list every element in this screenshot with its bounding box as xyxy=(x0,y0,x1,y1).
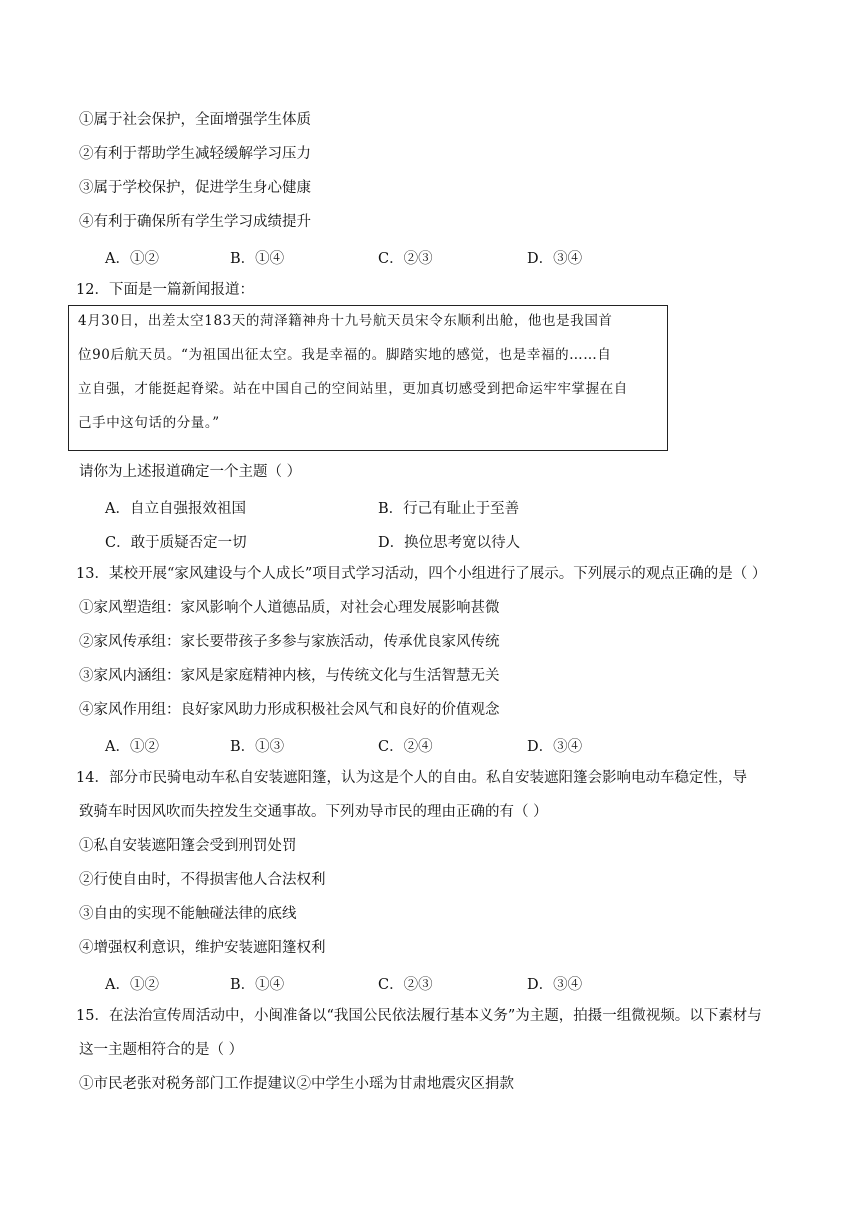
q14-option-c[interactable]: C．②③ xyxy=(378,977,433,993)
q11-item-2: ②有利于帮助学生减轻缓解学习压力 xyxy=(79,146,311,162)
q13-option-d[interactable]: D．③④ xyxy=(527,739,583,755)
q14-item-3: ③自由的实现不能触碰法律的底线 xyxy=(79,906,297,922)
q11-item-3: ③属于学校保护，促进学生身心健康 xyxy=(79,180,311,196)
news-line-4: 己手中这句话的分量。” xyxy=(78,415,220,431)
q13-option-b[interactable]: B．①③ xyxy=(230,739,285,755)
q13-item-1: ①家风塑造组：家风影响个人道德品质，对社会心理发展影响甚微 xyxy=(79,600,500,616)
q13-option-a[interactable]: A．①② xyxy=(105,739,159,755)
q12-option-d[interactable]: D．换位思考宽以待人 xyxy=(378,535,521,551)
q14-item-1: ①私自安装遮阳篷会受到刑罚处罚 xyxy=(79,838,297,854)
q14-option-d[interactable]: D．③④ xyxy=(527,977,583,993)
q11-options xyxy=(0,247,860,265)
q12-options-row-2 xyxy=(0,531,860,549)
news-line-3: 立自强，才能挺起脊梁。站在中国自己的空间站里，更加真切感受到把命运牢牢掌握在自 xyxy=(78,381,628,397)
q12-option-b[interactable]: B．行己有耻止于至善 xyxy=(378,501,520,517)
q13-item-2: ②家风传承组：家长要带孩子多参与家族活动，传承优良家风传统 xyxy=(79,634,500,650)
news-line-2: 位90后航天员。“为祖国出征太空。我是幸福的。脚踏实地的感觉，也是幸福的……自 xyxy=(78,347,612,363)
q12-stem: 12．下面是一篇新闻报道： xyxy=(76,282,254,298)
q11-item-4: ④有利于确保所有学生学习成绩提升 xyxy=(79,214,311,230)
q13-option-c[interactable]: C．②④ xyxy=(378,739,433,755)
news-report-box xyxy=(68,305,668,451)
q12-option-a[interactable]: A．自立自强报效祖国 xyxy=(105,501,246,517)
q13-item-3: ③家风内涵组：家风是家庭精神内核，与传统文化与生活智慧无关 xyxy=(79,668,500,684)
q15-item-1: ①市民老张对税务部门工作提建议②中学生小瑶为甘肃地震灾区捐款 xyxy=(79,1076,514,1092)
q11-item-1: ①属于社会保护，全面增强学生体质 xyxy=(79,112,311,128)
q11-option-d[interactable]: D．③④ xyxy=(527,251,583,267)
q14-stem-line-2: 致骑车时因风吹而失控发生交通事故。下列劝导市民的理由正确的有（ ） xyxy=(79,804,548,820)
q15-stem-line-2: 这一主题相符合的是（ ） xyxy=(79,1042,244,1058)
q11-option-a[interactable]: A．①② xyxy=(105,251,159,267)
q12-options-row-1 xyxy=(0,497,860,515)
q14-option-a[interactable]: A．①② xyxy=(105,977,159,993)
q14-option-b[interactable]: B．①④ xyxy=(230,977,285,993)
q13-stem: 13．某校开展“家风建设与个人成长”项目式学习活动，四个小组进行了展示。下列展示的观点正确的是（ ） xyxy=(76,566,767,582)
q14-item-4: ④增强权利意识，维护安装遮阳篷权利 xyxy=(79,940,326,956)
q12-option-c[interactable]: C．敢于质疑否定一切 xyxy=(105,535,247,551)
q13-item-4: ④家风作用组：良好家风助力形成积极社会风气和良好的价值观念 xyxy=(79,702,500,718)
q11-option-c[interactable]: C．②③ xyxy=(378,251,433,267)
q14-item-2: ②行使自由时，不得损害他人合法权利 xyxy=(79,872,326,888)
q14-stem-line-1: 14．部分市民骑电动车私自安装遮阳篷，认为这是个人的自由。私自安装遮阳篷会影响电动车稳定性，导 xyxy=(76,770,747,786)
q14-options xyxy=(0,973,860,991)
q13-options xyxy=(0,735,860,753)
q12-question: 请你为上述报道确定一个主题（ ） xyxy=(79,464,302,480)
news-line-1: 4月30日，出差太空183天的菏泽籍神舟十九号航天员宋令东顺利出舱，他也是我国首 xyxy=(78,313,613,329)
q15-stem-line-1: 15．在法治宣传周活动中，小闽准备以“我国公民依法履行基本义务”为主题，拍摄一组微视频。以下素材与 xyxy=(76,1008,762,1024)
q11-option-b[interactable]: B．①④ xyxy=(230,251,285,267)
